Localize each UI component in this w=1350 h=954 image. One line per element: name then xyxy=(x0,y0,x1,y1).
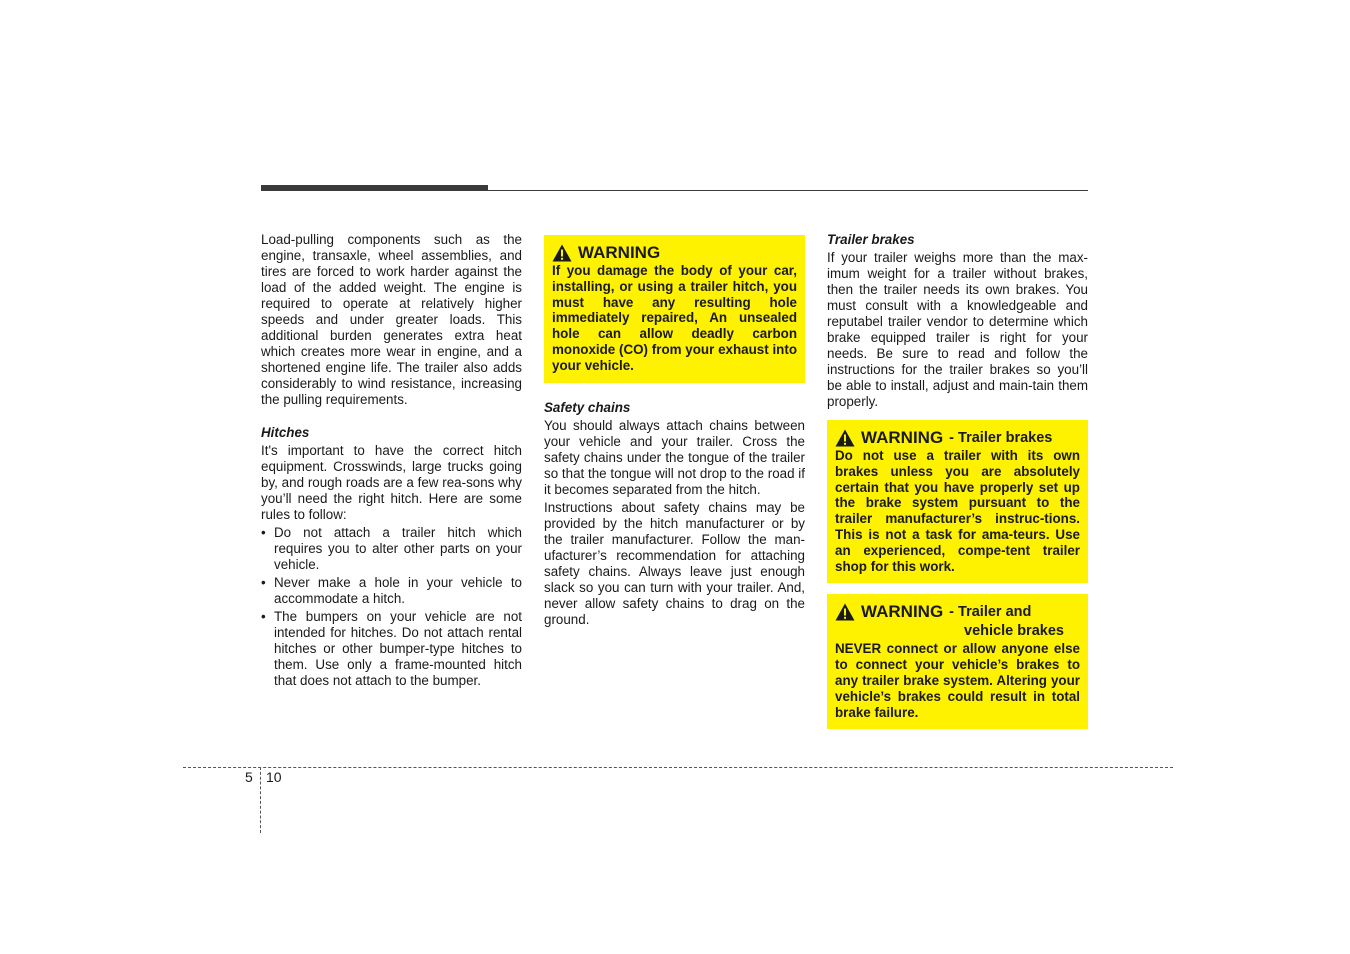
hitches-heading: Hitches xyxy=(261,425,310,440)
safety-chains-paragraph-1: You should always attach chains between your vehicle and your trailer. Cross the safety chains under the tongue of the trailer so that the tongue will not drop to the road if it becomes separated from the hitch. xyxy=(544,417,805,497)
warning-triangle-icon xyxy=(552,244,572,262)
footer-dashed-divider xyxy=(260,767,261,833)
header-rule-thick xyxy=(261,185,488,191)
intro-paragraph: Load-pulling components such as the engine, transaxle, wheel assemblies, and tires are forced to work harder against the load of the added weight. The engine is required to operate at relatively higher speeds and under greater loads. This additional burden generates extra heat which creates more wear in engine, and a shortened engine life. The trailer also adds considerably to wind resistance, increasing the pulling requirements. xyxy=(261,232,522,407)
safety-chains-paragraph-2: Instructions about safety chains may be provided by the hitch manufacturer or by the trailer manufacturer. Follow the man-ufacturer’s recommendation for attaching safety chains. Always leave just enough slack so you can turn with your trailer. And, never allow safety chains to drag on the ground. xyxy=(544,499,805,627)
warning-title-row xyxy=(835,428,1080,447)
warning-subtitle: - Trailer brakes xyxy=(949,430,1053,446)
warning-box-hitch xyxy=(544,235,805,383)
chapter-number: 5 xyxy=(245,769,253,785)
left-column xyxy=(261,232,522,691)
warning-label: WARNING xyxy=(861,428,944,447)
warning-body: NEVER connect or allow anyone else to connect your vehicle’s brakes to any trailer brake system. Altering your vehicle’s brakes could result in total brake failure. xyxy=(835,641,1080,720)
hitch-rules-list xyxy=(261,525,522,689)
warning-box-vehicle-brakes xyxy=(827,594,1088,729)
warning-triangle-icon xyxy=(835,429,855,447)
list-item: • Do not attach a trailer hitch which requires you to alter other parts on your vehicle. xyxy=(261,525,522,573)
list-item: • The bumpers on your vehicle are not intended for hitches. Do not attach rental hitches or other bumper-type hitches to them. Use only a frame-mounted hitch that does not attach to the bumper. xyxy=(261,609,522,689)
middle-column xyxy=(544,232,805,630)
trailer-brakes-heading: Trailer brakes xyxy=(827,232,915,247)
warning-label: WARNING xyxy=(861,602,944,622)
warning-box-trailer-brakes xyxy=(827,420,1088,583)
header-rule-thin xyxy=(488,190,1088,191)
warning-subtitle: - Trailer and xyxy=(949,604,1032,621)
list-item: • Never make a hole in your vehicle to accommodate a hitch. xyxy=(261,575,522,607)
warning-label: WARNING xyxy=(578,243,661,262)
footer-dashed-rule xyxy=(183,767,1173,768)
page-number: 10 xyxy=(266,769,282,785)
hitches-paragraph: It's important to have the correct hitch equipment. Crosswinds, large trucks going by, and rough roads are a few rea-sons why you’ll need the right hitch. Here are some rules to follow: xyxy=(261,443,522,522)
warning-title-row xyxy=(835,602,1080,621)
warning-subtitle-line-2: vehicle brakes xyxy=(964,623,1064,640)
warning-body: Do not use a trailer with its own brakes unless you are absolutely certain that you have properly set up the brake system pursuant to the trailer manufacturer’s instruc-tions. This is not a task for ama-teurs. Use an experienced, compe-tent trailer shop for this work. xyxy=(835,448,1080,574)
safety-chains-heading: Safety chains xyxy=(544,399,631,415)
right-column xyxy=(827,232,1088,729)
trailer-brakes-paragraph: If your trailer weighs more than the max-imum weight for a trailer without brakes, then the trailer needs its own brakes. You must consult with a knowledgeable and reputabel trailer vendor to determine which brake equipped trailer is right for your needs. Be sure to read and follow the instructions for the trailer brakes so you’ll be able to install, adjust and main-tain them properly. xyxy=(827,250,1088,409)
warning-title-row xyxy=(552,243,797,262)
warning-body: If you damage the body of your car, installing, or using a trailer hitch, you must have any resulting hole immediately repaired, An unsealed hole can allow deadly carbon monoxide (CO) from your exhaust into your vehicle. xyxy=(552,263,797,373)
warning-triangle-icon xyxy=(835,603,855,621)
